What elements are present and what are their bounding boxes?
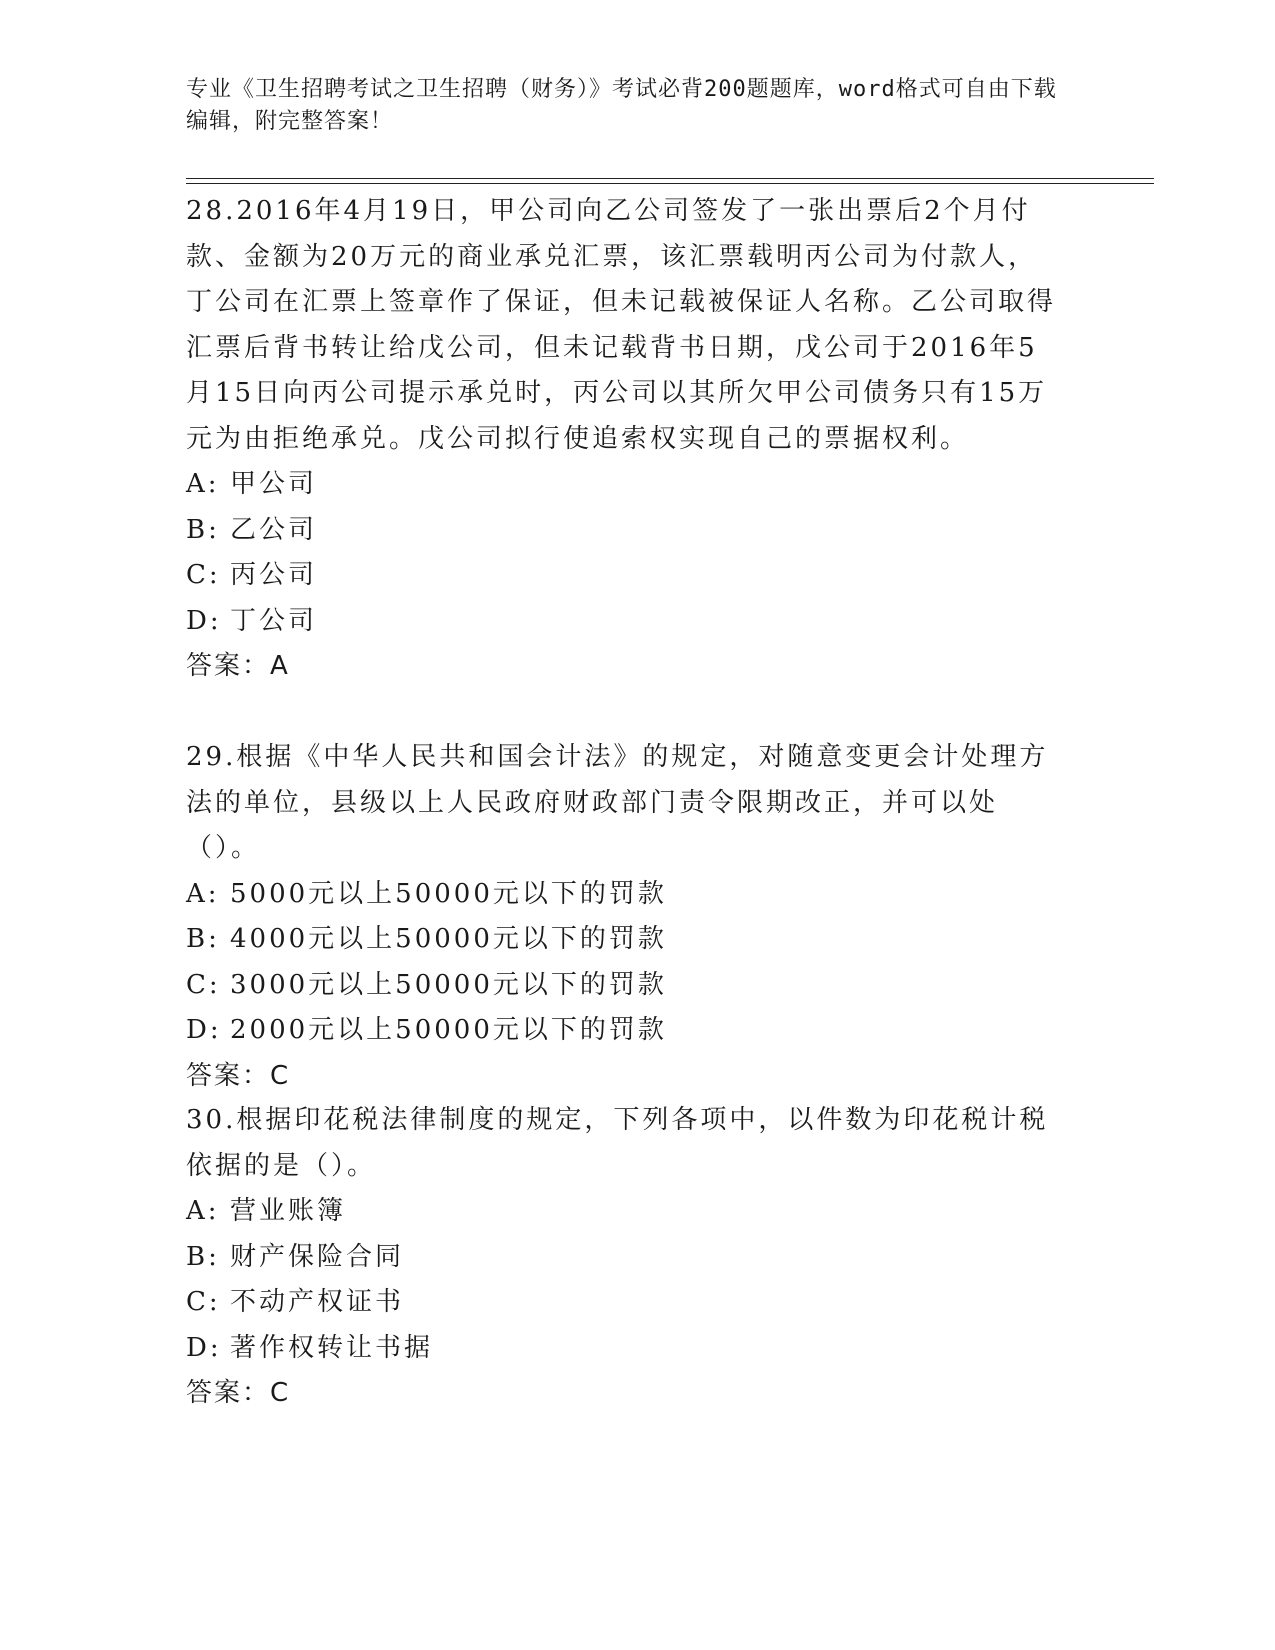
option-text: 4000元以上50000元以下的罚款	[230, 924, 667, 954]
option-key: A:	[186, 469, 220, 499]
option-key: C:	[186, 1287, 221, 1317]
option-a	[186, 872, 1066, 918]
question-stem: 28.2016年4月19日，甲公司向乙公司签发了一张出票后2个月付款、金额为20万元的商业承兑汇票，该汇票载明丙公司为付款人，丁公司在汇票上签章作了保证，但未记载被保证人名称。乙公司取得汇票后背书转让给戊公司，但未记载背书日期，戊公司于2016年5月15日向丙公司提示承兑时，丙公司以其所欠甲公司债务只有15万元为由拒绝承兑。戊公司拟行使追索权实现自己的票据权利。	[186, 196, 1057, 454]
option-key: A:	[186, 1196, 220, 1226]
option-text: 5000元以上50000元以下的罚款	[230, 878, 667, 909]
option-text: 甲公司	[230, 469, 318, 499]
question-28	[186, 189, 1066, 690]
document-header-title: 专业《卫生招聘考试之卫生招聘（财务）》考试必背200题题库，word格式可自由下载编辑，附完整答案！	[186, 77, 1057, 134]
option-key: D:	[186, 1015, 222, 1045]
option-c	[186, 553, 1066, 599]
option-d	[186, 1008, 1066, 1054]
option-c	[186, 963, 1066, 1009]
option-b	[186, 1235, 1066, 1281]
option-key: C:	[186, 560, 221, 590]
option-d	[186, 1326, 1066, 1372]
option-c	[186, 1280, 1066, 1326]
question-29	[186, 735, 1066, 1099]
option-b	[186, 508, 1066, 554]
option-d	[186, 599, 1066, 645]
option-a	[186, 1189, 1066, 1235]
option-text: 丁公司	[230, 605, 318, 636]
option-b	[186, 917, 1066, 963]
option-key: B:	[186, 514, 220, 545]
option-a	[186, 462, 1066, 508]
question-stem: 29.根据《中华人民共和国会计法》的规定，对随意变更会计处理方法的单位，县级以上人民政府财政部门责令限期改正，并可以处（）。	[186, 742, 1049, 863]
question-answer: 答案：A	[186, 651, 290, 681]
option-text: 乙公司	[230, 514, 318, 545]
option-key: D:	[186, 1332, 222, 1363]
option-key: D:	[186, 605, 222, 636]
question-answer: 答案：C	[186, 1060, 291, 1091]
option-key: B:	[186, 924, 220, 954]
header-divider-bottom	[186, 183, 1154, 184]
option-key: B:	[186, 1241, 220, 1272]
question-30	[186, 1098, 1066, 1417]
option-text: 不动产权证书	[230, 1287, 405, 1317]
header-divider-top	[186, 178, 1154, 179]
option-text: 丙公司	[230, 560, 318, 590]
question-answer: 答案：C	[186, 1378, 291, 1408]
option-text: 财产保险合同	[230, 1241, 405, 1272]
option-text: 著作权转让书据	[230, 1332, 434, 1363]
option-text: 3000元以上50000元以下的罚款	[230, 969, 667, 1000]
option-key: A:	[186, 878, 220, 909]
option-key: C:	[186, 969, 221, 1000]
option-text: 2000元以上50000元以下的罚款	[230, 1015, 667, 1045]
option-text: 营业账簿	[230, 1196, 347, 1226]
question-stem: 30.根据印花税法律制度的规定，下列各项中，以件数为印花税计税依据的是（）。	[186, 1105, 1049, 1181]
